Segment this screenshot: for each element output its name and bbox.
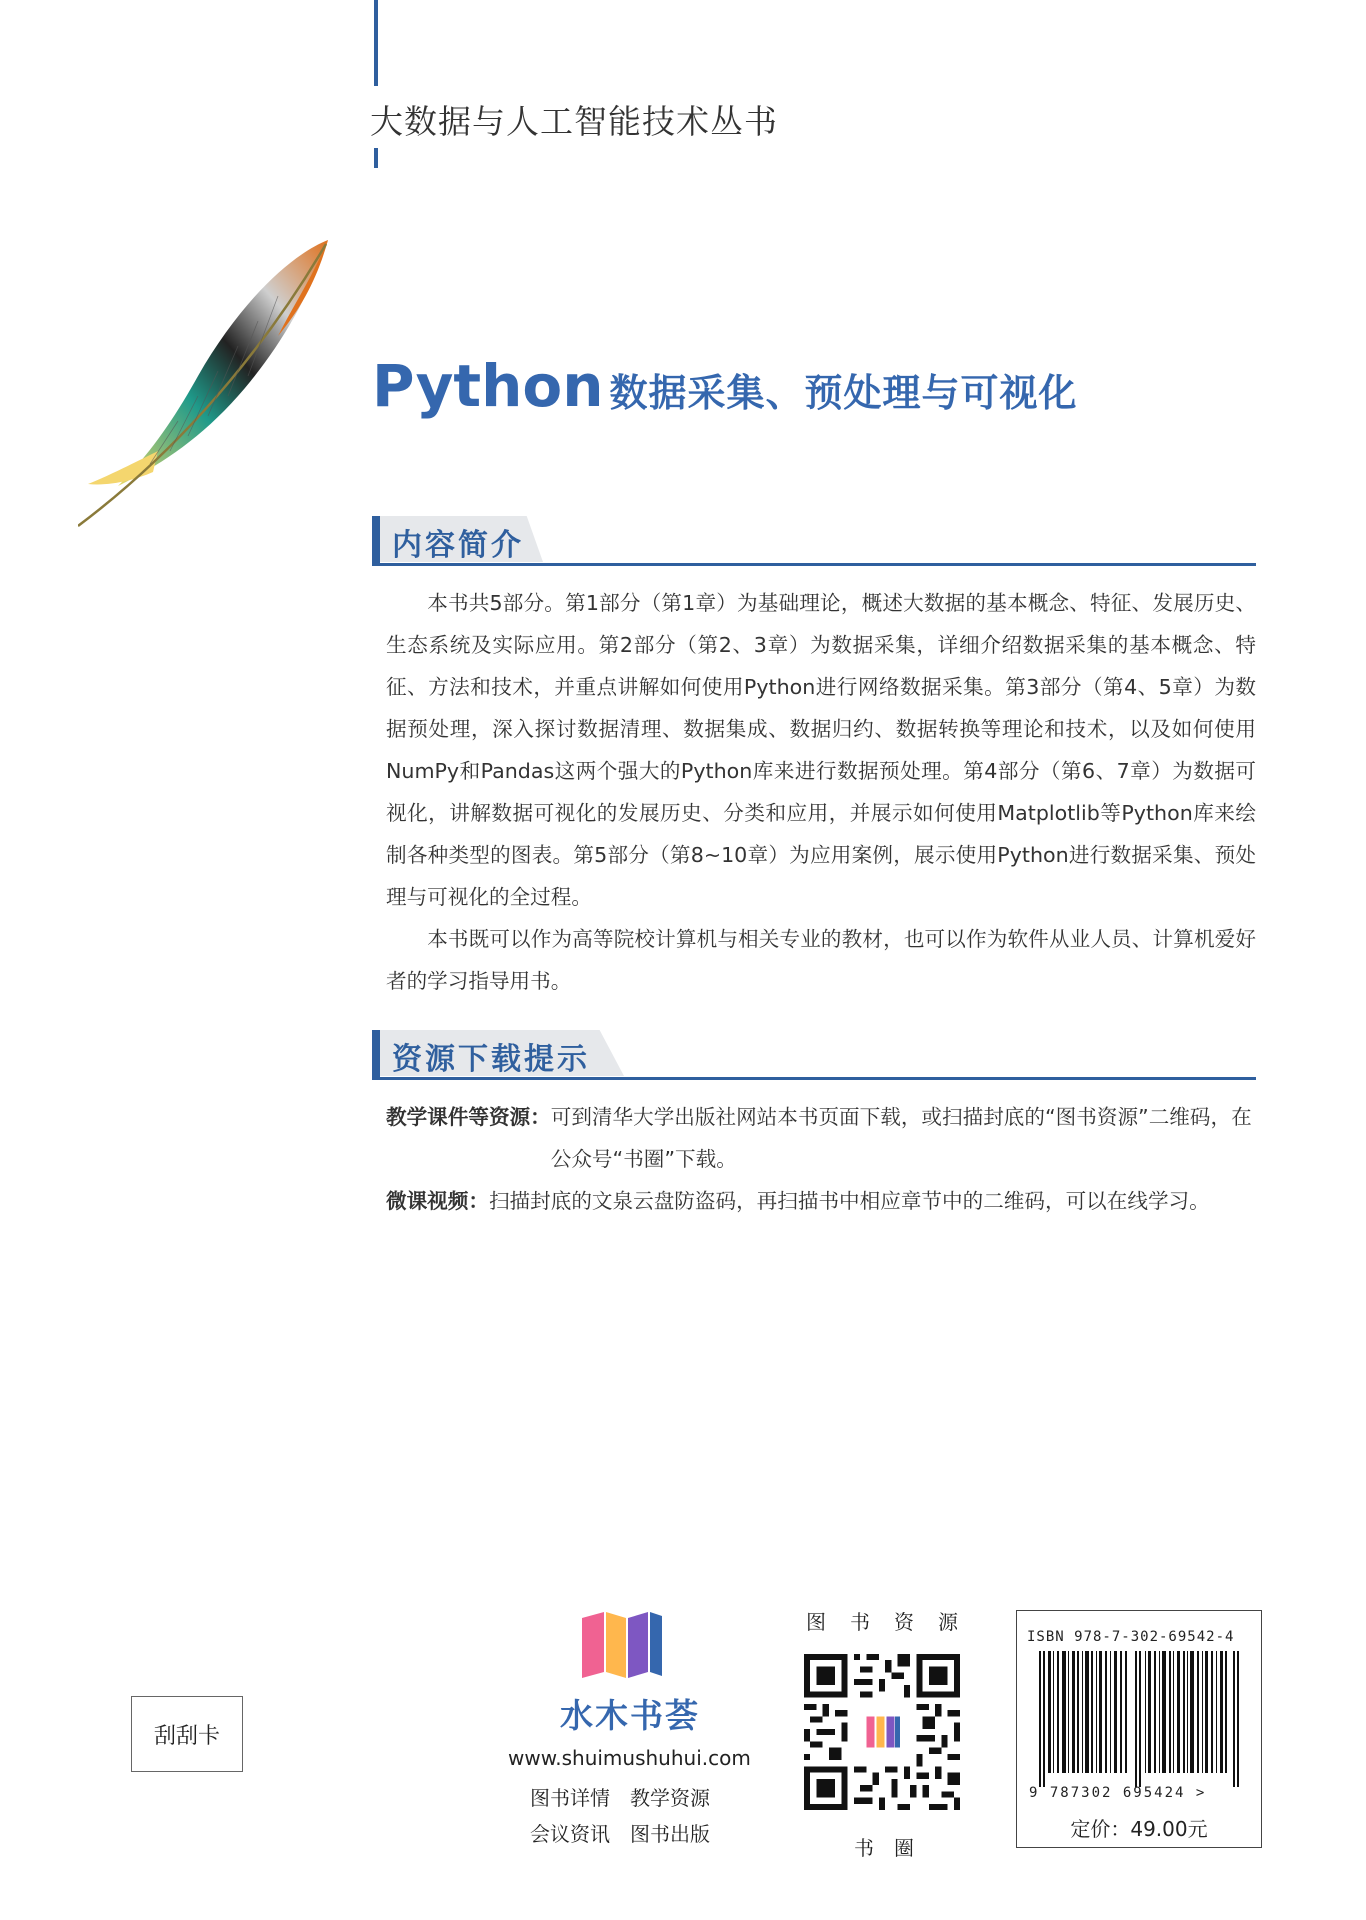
qr-code-icon[interactable] (804, 1654, 960, 1810)
link-teaching-resources[interactable]: 教学资源 (630, 1786, 710, 1810)
intro-paragraph-1: 本书共5部分。第1部分（第1章）为基础理论，概述大数据的基本概念、特征、发展历史、生态系统及实际应用。第2部分（第2、3章）为数据采集，详细介绍数据采集的基本概念、特征、方法和技术，并重点讲解如何使用Python进行网络数据采集。第3部分（第4、5章）为数据预处理，深入探讨数据清理、数据集成、数据归约、数据转换等理论和技术，以及如何使用NumPy和Pandas这两个强大的Python库来进行数据预处理。第4部分（第6、7章）为数据可视化，讲解数据可视化的发展历史、分类和应用，并展示如何使用Matplotlib等Python库来绘制各种类型的图表。第5部分（第8~10章）为应用案例，展示使用Python进行数据采集、预处理与可视化的全过程。 (386, 591, 1256, 909)
intro-section-header (372, 516, 1256, 566)
isbn-digits: 9 787302 695424 > (1029, 1785, 1207, 1801)
header-top-bar (374, 0, 378, 86)
book-title-zh: 数据采集、预处理与可视化 (609, 371, 1078, 415)
resource-text: 可到清华大学出版社网站本书页面下载，或扫描封底的“图书资源”二维码，在公众号“书圈”下载。 (550, 1105, 1252, 1171)
resource-item (386, 1096, 1256, 1180)
scratch-card: 刮刮卡 (131, 1696, 243, 1772)
link-conference-news[interactable]: 会议资讯 (530, 1822, 610, 1846)
publisher-website[interactable]: www.shuimushuhui.com (508, 1746, 751, 1770)
isbn-number: ISBN 978-7-302-69542-4 (1027, 1629, 1235, 1645)
qr-caption: 书圈 (854, 1836, 934, 1860)
publisher-links-row-1 (530, 1782, 730, 1811)
publisher-logo-icon (578, 1610, 664, 1680)
resources-heading: 资源下载提示 (392, 1042, 590, 1077)
intro-paragraph-2: 本书既可以作为高等院校计算机与相关专业的教材，也可以作为软件从业人员、计算机爱好者的学习指导用书。 (386, 927, 1256, 993)
link-book-publishing[interactable]: 图书出版 (630, 1822, 710, 1846)
resource-item (386, 1180, 1256, 1222)
link-book-details[interactable]: 图书详情 (530, 1786, 610, 1810)
publisher-name: 水木书荟 (560, 1696, 700, 1735)
resource-label: 微课视频： (386, 1189, 489, 1213)
isbn-barcode-box (1016, 1610, 1262, 1848)
feather-illustration (78, 236, 336, 528)
qr-title: 图书资源 (806, 1610, 982, 1634)
intro-heading: 内容简介 (392, 528, 524, 563)
book-price: 定价：49.00元 (1070, 1817, 1208, 1841)
section-bar (372, 516, 380, 566)
book-title-en: Python (372, 352, 604, 420)
header-bottom-bar (374, 148, 378, 168)
resources-list (386, 1096, 1256, 1222)
book-title (372, 352, 1078, 420)
resource-text: 扫描封底的文泉云盘防盗码，再扫描书中相应章节中的二维码，可以在线学习。 (488, 1189, 1210, 1213)
section-underline (380, 1077, 1256, 1080)
resource-label: 教学课件等资源： (386, 1105, 551, 1129)
intro-body (386, 582, 1256, 1002)
section-underline (380, 563, 1256, 566)
section-bar (372, 1030, 380, 1080)
resources-section-header (372, 1030, 1256, 1080)
series-title: 大数据与人工智能技术丛书 (370, 102, 778, 141)
publisher-links-row-2 (530, 1818, 730, 1847)
barcode-icon (1039, 1651, 1239, 1787)
